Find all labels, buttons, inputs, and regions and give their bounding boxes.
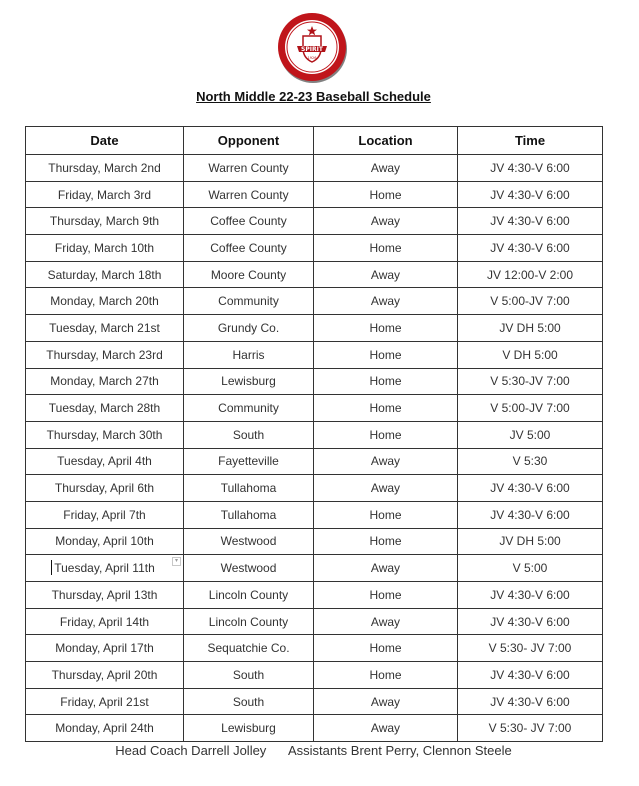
cell-opponent[interactable]: Moore County xyxy=(184,261,314,288)
cell-date[interactable]: Friday, March 10th xyxy=(26,235,184,262)
cell-location[interactable]: Home xyxy=(314,315,458,342)
page-title: North Middle 22-23 Baseball Schedule xyxy=(196,89,431,104)
cell-date[interactable]: Monday, March 27th xyxy=(26,368,184,395)
cell-opponent[interactable]: Warren County xyxy=(184,181,314,208)
table-row xyxy=(26,261,603,288)
cell-opponent[interactable]: Lewisburg xyxy=(184,368,314,395)
coaching-staff xyxy=(0,743,627,758)
table-row xyxy=(26,235,603,262)
table-row xyxy=(26,155,603,182)
cell-time[interactable]: V 5:00 xyxy=(458,555,603,582)
cell-opponent[interactable]: Westwood xyxy=(184,555,314,582)
cell-time[interactable]: JV 4:30-V 6:00 xyxy=(458,235,603,262)
table-row xyxy=(26,528,603,555)
cell-date[interactable]: Tuesday, April 4th xyxy=(26,448,184,475)
cell-location[interactable]: Away xyxy=(314,475,458,502)
cell-time[interactable]: JV 4:30-V 6:00 xyxy=(458,155,603,182)
chevron-down-icon[interactable]: ▾ xyxy=(172,557,181,566)
assistant-coaches[interactable]: Assistants Brent Perry, Clennon Steele xyxy=(287,743,512,758)
cell-location[interactable]: Away xyxy=(314,155,458,182)
cell-location[interactable]: Home xyxy=(314,582,458,609)
table-row xyxy=(26,501,603,528)
cell-date[interactable]: Thursday, April 20th xyxy=(26,662,184,689)
schedule-body xyxy=(26,155,603,742)
cell-time[interactable]: V DH 5:00 xyxy=(458,341,603,368)
cell-opponent[interactable]: South xyxy=(184,421,314,448)
cell-date[interactable]: Thursday, March 30th xyxy=(26,421,184,448)
cell-location[interactable]: Home xyxy=(314,635,458,662)
school-seal-icon xyxy=(277,12,349,84)
cell-time[interactable]: V 5:00-JV 7:00 xyxy=(458,288,603,315)
table-row xyxy=(26,368,603,395)
cell-date[interactable]: Friday, March 3rd xyxy=(26,181,184,208)
cell-location[interactable]: Away xyxy=(314,288,458,315)
cell-time[interactable]: V 5:00-JV 7:00 xyxy=(458,395,603,422)
cell-opponent[interactable]: Lincoln County xyxy=(184,608,314,635)
text-cursor xyxy=(51,560,52,575)
cell-location[interactable]: Away xyxy=(314,208,458,235)
cell-opponent[interactable]: Warren County xyxy=(184,155,314,182)
cell-date[interactable]: Thursday, March 23rd xyxy=(26,341,184,368)
cell-location[interactable]: Home xyxy=(314,235,458,262)
table-row xyxy=(26,475,603,502)
table-row xyxy=(26,181,603,208)
cell-date[interactable]: Thursday, April 6th xyxy=(26,475,184,502)
cell-location[interactable]: Home xyxy=(314,368,458,395)
header-date[interactable]: Date xyxy=(26,127,184,155)
cell-date[interactable]: Friday, April 7th xyxy=(26,501,184,528)
cell-opponent[interactable]: Westwood xyxy=(184,528,314,555)
cell-time[interactable]: JV 4:30-V 6:00 xyxy=(458,501,603,528)
cell-time[interactable]: JV 4:30-V 6:00 xyxy=(458,208,603,235)
table-row xyxy=(26,421,603,448)
cell-date[interactable]: Thursday, March 2nd xyxy=(26,155,184,182)
head-coach[interactable]: Head Coach Darrell Jolley xyxy=(115,743,267,758)
cell-time[interactable]: JV 12:00-V 2:00 xyxy=(458,261,603,288)
seal-year-lettering: 1926 xyxy=(307,56,317,60)
cell-opponent[interactable]: Grundy Co. xyxy=(184,315,314,342)
cell-date[interactable]: Monday, April 17th xyxy=(26,635,184,662)
header-time[interactable]: Time xyxy=(458,127,603,155)
cell-date[interactable]: Monday, April 10th xyxy=(26,528,184,555)
table-row xyxy=(26,448,603,475)
cell-opponent[interactable]: Sequatchie Co. xyxy=(184,635,314,662)
table-row xyxy=(26,582,603,609)
header-location[interactable]: Location xyxy=(314,127,458,155)
cell-location[interactable]: Home xyxy=(314,501,458,528)
cell-location[interactable]: Home xyxy=(314,421,458,448)
cell-location[interactable]: Away xyxy=(314,261,458,288)
cell-time[interactable]: V 5:30 xyxy=(458,448,603,475)
cell-time[interactable]: JV 4:30-V 6:00 xyxy=(458,688,603,715)
cell-opponent[interactable]: Tullahoma xyxy=(184,501,314,528)
cell-date[interactable]: Tuesday, March 21st xyxy=(26,315,184,342)
cell-date[interactable]: Tuesday, March 28th xyxy=(26,395,184,422)
cell-location[interactable]: Home xyxy=(314,662,458,689)
cell-location[interactable]: Home xyxy=(314,181,458,208)
cell-time[interactable]: V 5:30-JV 7:00 xyxy=(458,368,603,395)
cell-opponent[interactable]: Harris xyxy=(184,341,314,368)
school-seal-logo xyxy=(277,12,349,84)
cell-time[interactable]: V 5:30- JV 7:00 xyxy=(458,635,603,662)
cell-time[interactable]: JV DH 5:00 xyxy=(458,315,603,342)
cell-location[interactable]: Away xyxy=(314,555,458,582)
cell-location[interactable]: Away xyxy=(314,608,458,635)
cell-location[interactable]: Away xyxy=(314,448,458,475)
cell-date[interactable]: Friday, April 21st xyxy=(26,688,184,715)
table-row xyxy=(26,288,603,315)
cell-date[interactable]: Friday, April 14th xyxy=(26,608,184,635)
table-row xyxy=(26,315,603,342)
cell-time[interactable]: JV DH 5:00 xyxy=(458,528,603,555)
cell-location[interactable]: Away xyxy=(314,715,458,742)
cell-date[interactable]: Monday, March 20th xyxy=(26,288,184,315)
cell-time[interactable]: JV 4:30-V 6:00 xyxy=(458,582,603,609)
cell-opponent[interactable]: South xyxy=(184,662,314,689)
table-row xyxy=(26,688,603,715)
cell-date[interactable]: Thursday, March 9th xyxy=(26,208,184,235)
cell-time[interactable]: JV 4:30-V 6:00 xyxy=(458,475,603,502)
cell-opponent[interactable]: Community xyxy=(184,288,314,315)
cell-time[interactable]: JV 4:30-V 6:00 xyxy=(458,181,603,208)
cell-opponent[interactable]: Fayetteville xyxy=(184,448,314,475)
table-row xyxy=(26,341,603,368)
table-row xyxy=(26,662,603,689)
cell-opponent[interactable]: Community xyxy=(184,395,314,422)
cell-date[interactable]: Saturday, March 18th xyxy=(26,261,184,288)
table-row xyxy=(26,608,603,635)
cell-date[interactable]: Monday, April 24th xyxy=(26,715,184,742)
cell-location[interactable]: Home xyxy=(314,528,458,555)
cell-opponent[interactable]: Tullahoma xyxy=(184,475,314,502)
cell-time[interactable]: JV 4:30-V 6:00 xyxy=(458,662,603,689)
cell-location[interactable]: Home xyxy=(314,341,458,368)
schedule-table xyxy=(25,126,603,742)
table-row xyxy=(26,208,603,235)
cell-opponent[interactable]: Lewisburg xyxy=(184,715,314,742)
cell-location[interactable]: Home xyxy=(314,395,458,422)
table-row xyxy=(26,395,603,422)
cell-date[interactable]: Tuesday, April 11th ▾ xyxy=(26,555,184,582)
cell-time[interactable]: JV 5:00 xyxy=(458,421,603,448)
cell-time[interactable]: JV 4:30-V 6:00 xyxy=(458,608,603,635)
cell-opponent[interactable]: Lincoln County xyxy=(184,582,314,609)
cell-opponent[interactable]: Coffee County xyxy=(184,235,314,262)
seal-spirit-lettering: SPIRIT xyxy=(301,46,323,53)
header-row xyxy=(26,127,603,155)
cell-location[interactable]: Away xyxy=(314,688,458,715)
table-row xyxy=(26,635,603,662)
header-opponent[interactable]: Opponent xyxy=(184,127,314,155)
table-row xyxy=(26,715,603,742)
cell-opponent[interactable]: South xyxy=(184,688,314,715)
cell-date[interactable]: Thursday, April 13th xyxy=(26,582,184,609)
table-row xyxy=(26,555,603,582)
cell-opponent[interactable]: Coffee County xyxy=(184,208,314,235)
cell-time[interactable]: V 5:30- JV 7:00 xyxy=(458,715,603,742)
